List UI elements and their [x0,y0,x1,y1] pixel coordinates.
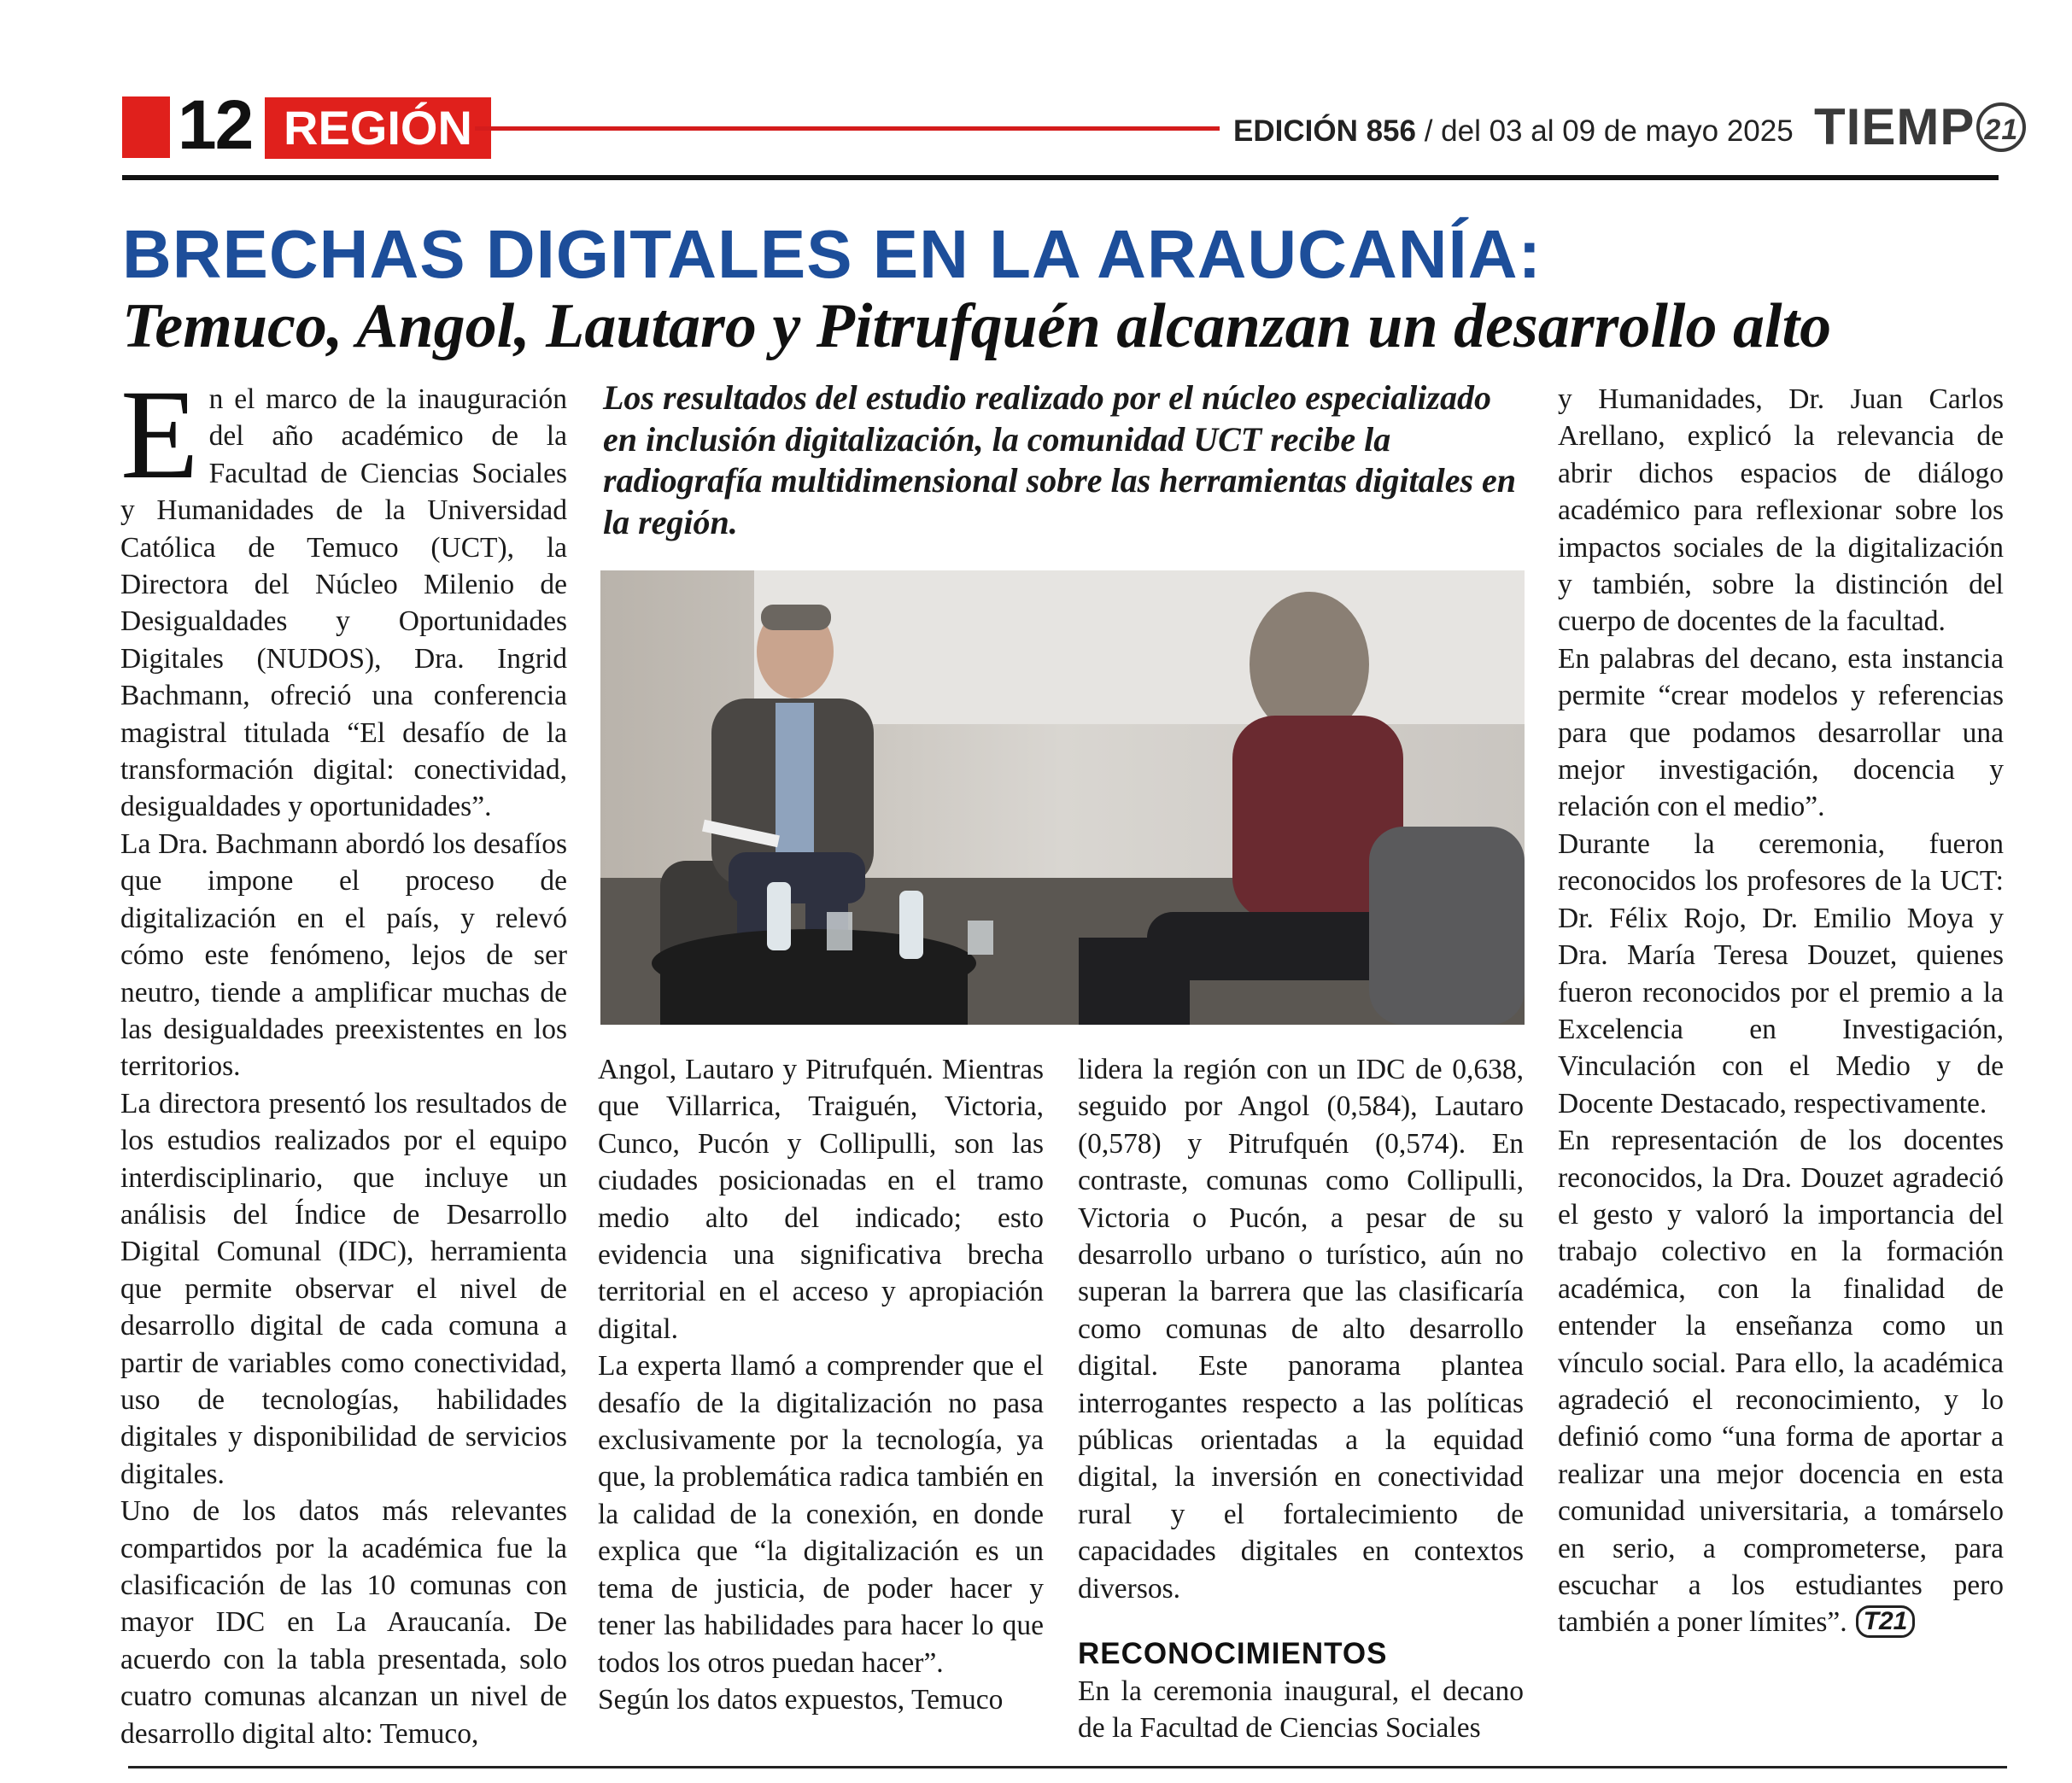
water-bottle [899,891,923,959]
logo-badge: 21 [1976,102,2026,152]
paragraph: La Dra. Bachmann abordó los desafíos que impone el proceso de digitalización en el país, y relevó cómo este fenómeno, lejos de ser neutro, tiende a amplificar muchas de las desigualdades preexistentes en los territorios. [120,827,567,1083]
paragraph: y Humanidades, Dr. Juan Carlos Arellano, explicó la relevancia de abrir dichos espacios de diálogo académico para reflexionar sobre los impactos sociales de la digitalización y también, sobre la distinción del cuerpo de docentes de la facultad. [1558,383,2004,638]
subheadline: Temuco, Angol, Lautaro y Pitrufquén alcanzan un desarrollo alto [122,291,1832,361]
water-bottle [767,882,791,950]
header-red-block [122,96,170,158]
paragraph: Según los datos expuestos, Temuco [598,1683,1004,1716]
article-lede: Los resultados del estudio realizado por el núcleo especializado en inclusión digitalización, la comunidad UCT recibe la radiografía multidimensional sobre las herramientas digitales en la región. [603,378,1517,541]
newspaper-logo [1814,97,2026,157]
paragraph-text: n el marco de la inauguración del año académico de la Facultad de Ciencias Sociales y Humanidades de la Universidad Católica de Temuco (UCT), la Directora del Núcleo Milenio de Desigualdades y Oportunidades Digitales (NUDOS), Dra. Ingrid Bachmann, ofreció una conferencia magistral titulada “El desafío de la transformación digital: conectividad, desigualdades y oportunidades”. [120,383,567,823]
footer-rule [128,1766,2007,1768]
projection-screen [754,570,1525,724]
paragraph: En palabras del decano, esta instancia permite “crear modelos y referencias para que podamos desarrollar una mejor investigación, docencia y relación con el medio”. [1558,642,2004,823]
header-rule [122,175,1999,180]
header-red-rule [475,126,1220,131]
paragraph: Uno de los datos más relevantes compartidos por la académica fue la clasificación de las 10 comunas con mayor IDC en La Araucanía. De acuerdo con la tabla presentada, solo cuatro comunas alcanzan un nivel de desarrollo digital alto: Temuco, [120,1495,567,1750]
paragraph: En la ceremonia inaugural, el decano de la Facultad de Ciencias Sociales [1078,1675,1524,1745]
edition-separator: / [1415,114,1442,148]
page-number: 12 [178,86,253,164]
end-mark-logo: T21 [1856,1605,1916,1638]
paragraph: La experta llamó a comprender que el desafío de la digitalización no pasa exclusivamente por la tecnología, ya que, la problemática radica también en la calidad de la conexión, en donde explica que “la digitalización es un tema de justicia, de poder hacer y tener las habilidades para hacer lo que todos los otros puedan hacer”. [598,1350,1044,1679]
article-column-2 [598,1051,1044,1718]
paragraph [1558,1122,2004,1641]
drop-cap: E [120,364,199,506]
paragraph-text: En representación de los docentes reconocidos, la Dra. Douzet agradeció el gesto y valoró la importancia del trabajo colectivo en la formación académica, con la finalidad de entender la enseñanza como un vínculo social. Para ello, la académica agradeció el reconocimiento, y lo definió como “una forma de aportar a realizar una mejor docencia en esta comunidad universitaria, a tomárselo en serio, a comprometerse, para escuchar a los estudiantes pero también a poner límites”. [1558,1125,2004,1639]
paragraph: lidera la región con un IDC de 0,638, seguido por Angol (0,584), Lautaro (0,578) y Pitrufquén (0,574). En contraste, comunas como Collipulli, Victoria o Pucón, a pesar de su desarrollo urbano o turístico, aún no superan la barrera que las clasificaría como comunas de alto desarrollo digital. Este panorama plantea interrogantes respecto a las políticas públicas orientadas a la equidad digital, la inversión en conectividad rural y el fortalecimiento de capacidades digitales en contextos diversos. [1078,1054,1524,1605]
article-photo [600,570,1525,1025]
glass [968,921,993,955]
paragraph: Angol, Lautaro y Pitrufquén. Mientras que Villarrica, Traiguén, Victoria, Cunco, Pucón y Collipulli, son las ciudades posicionadas en el tramo medio alto del indicado; esto evidencia una significativa brecha territorial en el acceso y apropiación digital. [598,1054,1044,1345]
article-column-4 [1558,381,2004,1641]
paragraph: Durante la ceremonia, fueron reconocidos los profesores de la UCT: Dr. Félix Rojo, Dr. Emilio Moya y Dra. María Teresa Douzet, quienes fueron reconocidos por el premio a la Excelencia en Investigación, Vinculación con el Medio y de Docente Destacado, respectivamente. [1558,827,2004,1119]
edition-info [1233,106,1794,157]
article-column-3 [1078,1051,1524,1607]
edition-number: EDICIÓN 856 [1233,114,1416,148]
logo-text: TIEMP [1814,98,1975,155]
paragraph: La directora presentó los resultados de los estudios realizados por el equipo interdisciplinario, que incluye un análisis del Índice de Desarrollo Digital Comunal (IDC), herramienta que permite observar el nivel de desarrollo digital de cada comuna a partir de variables como conectividad, uso de tecnologías, habilidades digitales y disponibilidad de servicios digitales. [120,1087,567,1490]
section-label: REGIÓN [265,97,491,159]
article-column-1 [120,364,567,1752]
headline: BRECHAS DIGITALES EN LA ARAUCANÍA: [122,216,1542,292]
edition-dates: del 03 al 09 de mayo 2025 [1441,114,1794,148]
glass [827,912,852,950]
right-chair [1369,827,1525,1025]
paragraph [120,364,567,826]
article-column-3-tail [1078,1673,1524,1747]
subhead-reconocimientos: RECONOCIMIENTOS [1078,1637,1388,1670]
